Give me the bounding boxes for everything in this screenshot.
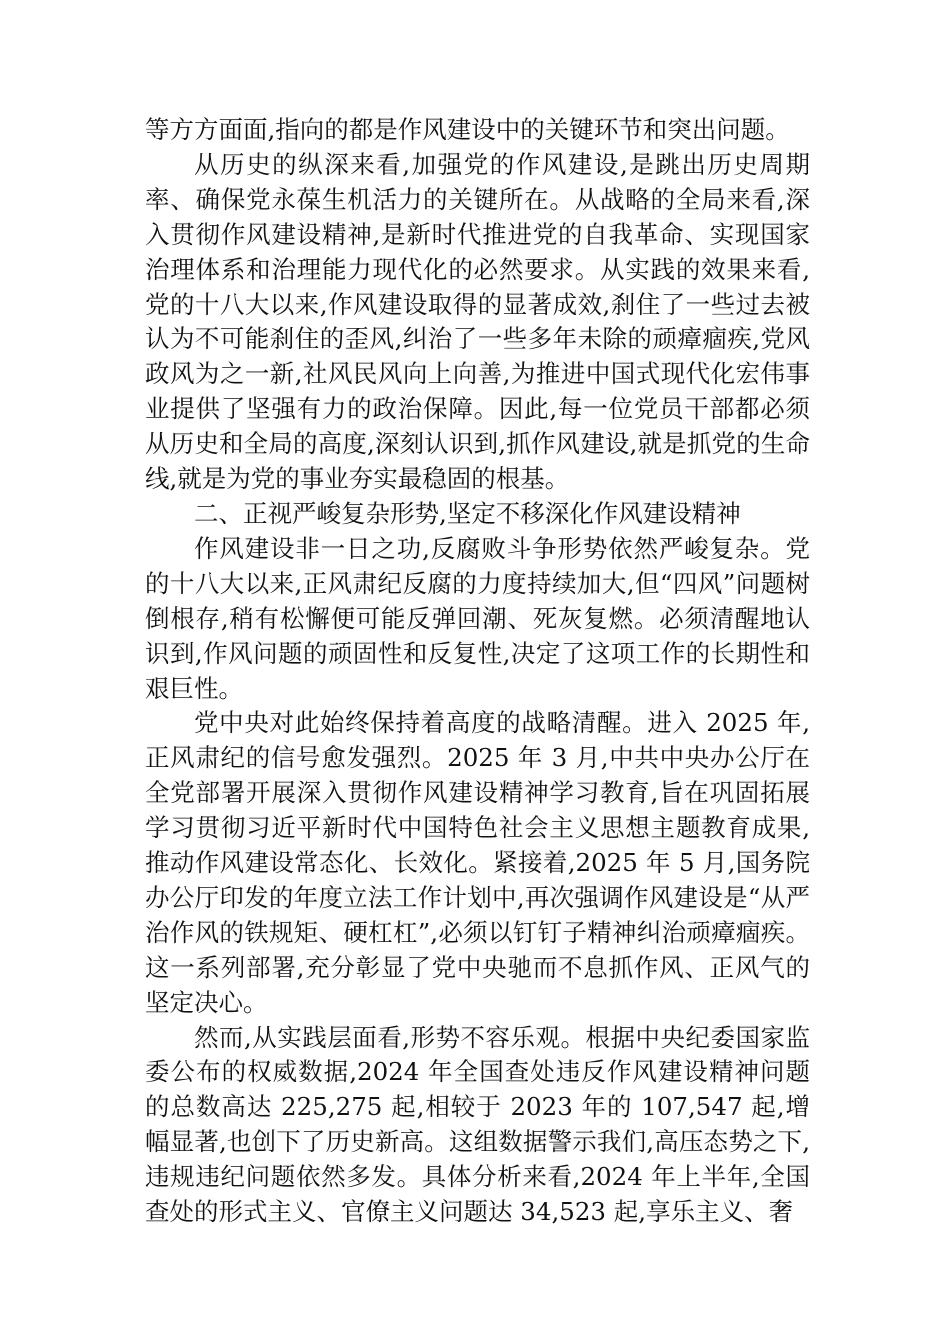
paragraph-history-strategy: 从历史的纵深来看,加强党的作风建设,是跳出历史周期率、确保党永葆生机活力的关键所在。从战略的全局来看,深入贯彻作风建设精神,是新时代推进党的自我革命、实现国家治理体系和治理能力现代化的必然要求。从实践的效果来看,党的十八大以来,作风建设取得的显著成效,刹住了一些过去被认为不可能刹住的歪风,纠治了一些多年未除的顽瘴痼疾,党风政风为之一新,社风民风向上向善,为推进中国式现代化宏伟事业提供了坚强有力的政治保障。因此,每一位党员干部都必须从历史和全局的高度,深刻认识到,抓作风建设,就是抓党的生命线,就是为党的事业夯实最稳固的根基。 — [145, 149, 810, 494]
section-heading: 二、正视严峻复杂形势,坚定不移深化作风建设精神 — [194, 498, 741, 528]
paragraph-central-deployment: 党中央对此始终保持着高度的战略清醒。进入 2025 年,正风肃纪的信号愈发强烈。2025 年 3 月,中共中央办公厅在全党部署开展深入贯彻作风建设精神学习教育,旨在巩固拓展学习贯彻习近平新时代中国特色社会主义思想主题教育成果,推动作风建设常态化、长效化。紧接着,2025 年 5 月,国务院办公厅印发的年度立法工作计划中,再次强调作风建设是“从严治作风的铁规矩、硬杠杠”,必须以钉钉子精神纠治顽瘴痼疾。这一系列部署,充分彰显了党中央驰而不息抓作风、正风气的坚定决心。 — [145, 708, 810, 1017]
paragraph-statistics: 然而,从实践层面看,形势不容乐观。根据中央纪委国家监委公布的权威数据,2024 年全国查处违反作风建设精神问题的总数高达 225,275 起,相较于 2023 年的 107,547 起,增幅显著,也创下了历史新高。这组数据警示我们,高压态势之下,违规违纪问题依然多发。具体分析来看,2024 年上半年,全国查处的形式主义、官僚主义问题达 34,523 起,享乐主义、奢 — [145, 1022, 810, 1227]
paragraph-situation: 作风建设非一日之功,反腐败斗争形势依然严峻复杂。党的十八大以来,正风肃纪反腐的力度持续加大,但“四风”问题树倒根存,稍有松懈便可能反弹回潮、死灰复燃。必须清醒地认识到,作风问题的顽固性和反复性,决定了这项工作的长期性和艰巨性。 — [145, 533, 810, 703]
document-body — [145, 113, 810, 1230]
paragraph-continued: 等方方面面,指向的都是作风建设中的关键环节和突出问题。 — [145, 115, 790, 144]
